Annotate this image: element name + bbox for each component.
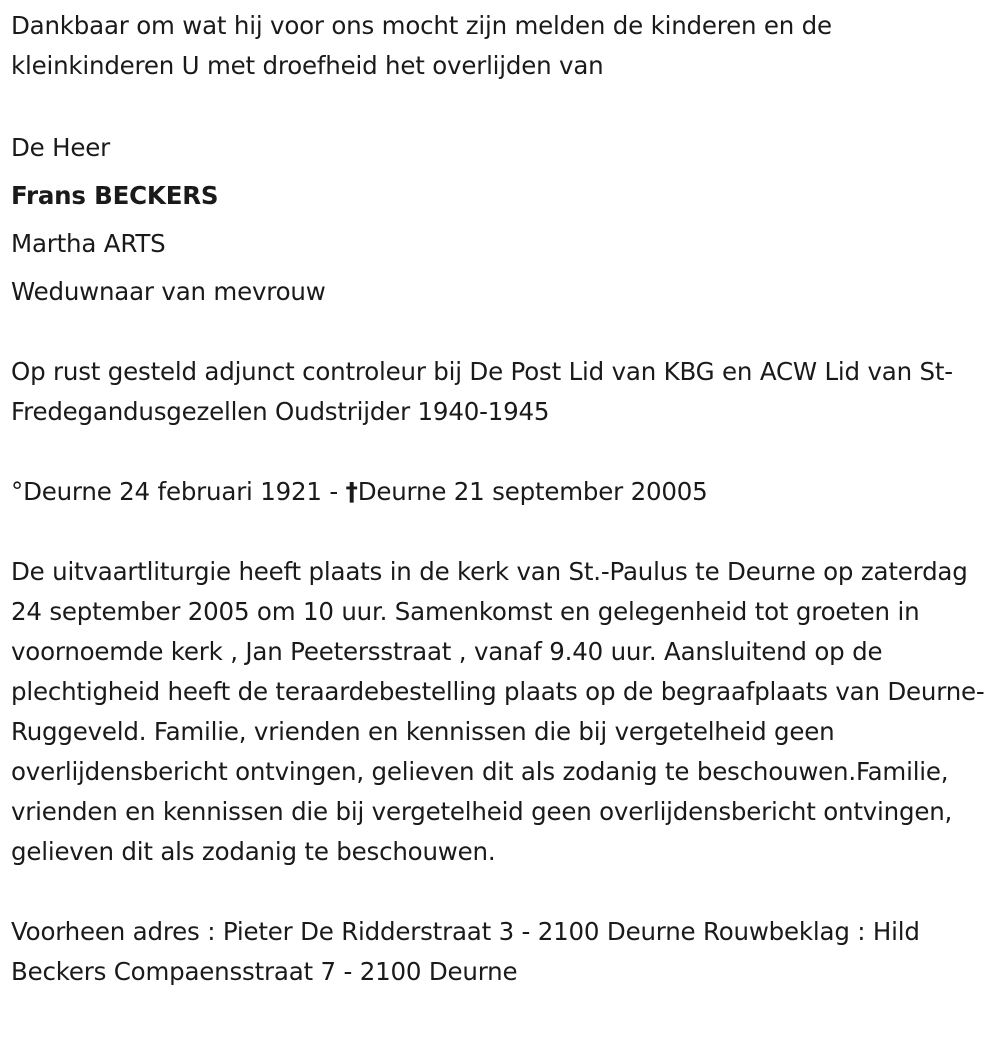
cross-icon: † [345, 477, 358, 506]
intro-paragraph: Dankbaar om wat hij voor ons mocht zijn melden de kinderen en de kleinkinderen U met droefheid het overlijden van [11, 11, 840, 80]
widower-line: Weduwnaar van mevrouw [11, 277, 326, 306]
spacer [11, 432, 991, 472]
death-date: Deurne 21 september 20005 [357, 477, 708, 506]
spacer [11, 872, 991, 912]
funeral-paragraph: De uitvaartliturgie heeft plaats in de kerk van St.-Paulus te Deurne op zaterdag 24 september 2005 om 10 uur. Samenkomst en gelegenheid tot groeten in voornoemde kerk , Jan Peetersstraat , vanaf 9.40 uur. Aansluitend op de plechtigheid heeft de teraardebestelling plaats op de begraafplaats van Deurne-Ruggeveld. Familie, vrienden en kennissen die bij vergetelheid geen overlijdensbericht ontvingen, gelieven dit als zodanig te beschouwen.Familie, vrienden en kennissen die bij vergetelheid geen overlijdensbericht ontvingen, gelieven dit als zodanig te beschouwen. [11, 557, 985, 866]
birth-date: Deurne 24 februari 1921 - [23, 477, 346, 506]
obituary-notice [11, 6, 991, 992]
salutation: De Heer [11, 133, 110, 162]
life-dates [11, 472, 991, 512]
spouse-name: Martha ARTS [11, 229, 166, 258]
address-paragraph: Voorheen adres : Pieter De Ridderstraat 3 - 2100 Deurne Rouwbeklag : Hild Beckers Compaensstraat 7 - 2100 Deurne [11, 917, 928, 986]
birth-symbol: ° [11, 477, 24, 506]
spacer [11, 86, 991, 126]
spacer [11, 512, 991, 552]
career-paragraph: Op rust gesteld adjunct controleur bij De Post Lid van KBG en ACW Lid van St-Fredegandusgezellen Oudstrijder 1940-1945 [11, 357, 953, 426]
spacer [11, 316, 991, 352]
deceased-name: Frans BECKERS [11, 181, 219, 210]
